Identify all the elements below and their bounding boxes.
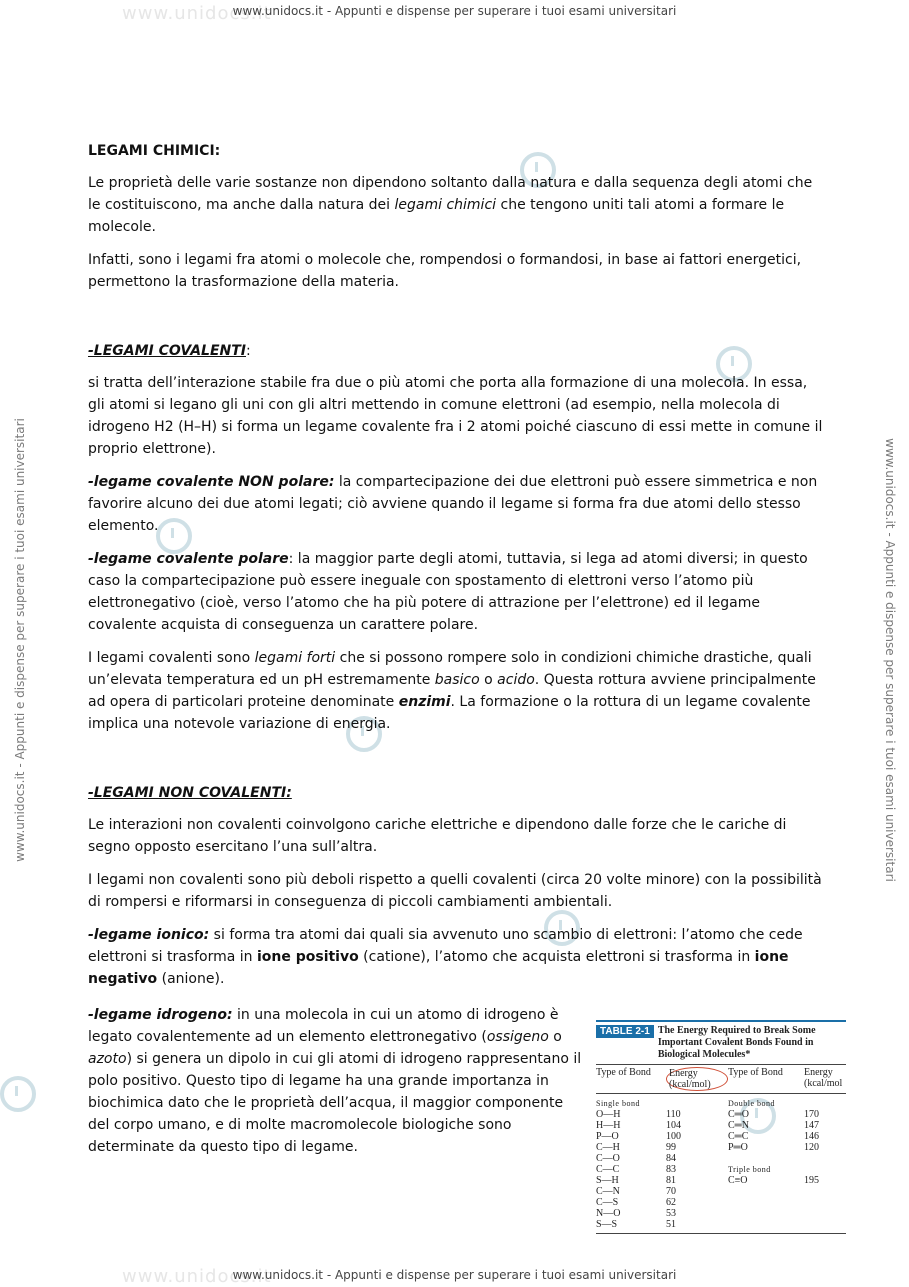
table-tag: TABLE 2-1 bbox=[596, 1025, 654, 1038]
table-cell bbox=[804, 1197, 846, 1208]
paragraph: Le interazioni non covalenti coinvolgono cariche elettriche e dipendono dalle forze che le cariche di segno opposto esercitano l’una sull’altra. bbox=[88, 817, 787, 855]
table-cell bbox=[666, 1098, 728, 1109]
table-cell bbox=[728, 1186, 804, 1197]
table-cell bbox=[804, 1208, 846, 1219]
paragraph: -legame ionico: si forma tra atomi dai quali sia avvenuto uno scambio di elettroni: l’atomo che cede elettroni si trasforma in ione positivo (catione), l’atomo che acquista elettroni si trasforma in ione negativo (anione). bbox=[88, 927, 803, 987]
col-header-energy: Energy (kcal/mol) bbox=[666, 1067, 728, 1091]
table-cell-energy: 120 bbox=[804, 1142, 819, 1153]
side-watermark-left: www.unidocs.it - Appunti e dispense per superare i tuoi esami universitari bbox=[13, 418, 27, 862]
table-cell-energy: 62 bbox=[666, 1197, 676, 1208]
table-cell-bond: C—H bbox=[596, 1142, 620, 1153]
table-cell bbox=[804, 1153, 846, 1164]
table-cell-energy: 146 bbox=[804, 1131, 819, 1142]
table-cell bbox=[728, 1219, 804, 1230]
table-cell-energy: 84 bbox=[666, 1153, 676, 1164]
unidocs-logo-icon bbox=[0, 1076, 36, 1112]
paragraph: I legami non covalenti sono più deboli rispetto a quelli covalenti (circa 20 volte minore) con la possibilità di rompersi e riformarsi in conseguenza di piccoli cambiamenti ambientali. bbox=[88, 872, 822, 910]
paragraph: -legame idrogeno: in una molecola in cui un atomo di idrogeno è legato covalentemente ad un elemento elettronegativo (ossigeno o azoto) si genera un dipolo in cui gli atomi di idrogeno rappresentano il polo positivo. Questo tipo di legame ha una grande importanza in biochimica dato che le proprietà dell’acqua, il maggior componente del corpo umano, e di molte macromolecole biologiche sono determinate da questo tipo di legame. bbox=[88, 1007, 582, 1155]
section-title-legami-chimici: LEGAMI CHIMICI: bbox=[88, 143, 221, 159]
document-body bbox=[88, 140, 826, 1001]
table-cell-energy: 51 bbox=[666, 1219, 676, 1230]
table-cell-energy: 170 bbox=[804, 1109, 819, 1120]
page-header[interactable]: www.unidocs.it - Appunti e dispense per superare i tuoi esami universitari bbox=[232, 4, 677, 18]
col-header-bond-type: Type of Bond bbox=[596, 1067, 651, 1078]
table-cell-energy: 81 bbox=[666, 1175, 676, 1186]
table-cell-bond: C═O bbox=[728, 1109, 749, 1120]
table-cell-bond: P—O bbox=[596, 1131, 619, 1142]
table-cell-bond: O—H bbox=[596, 1109, 621, 1120]
table-cell-energy: 110 bbox=[666, 1109, 681, 1120]
table-cell-bond: C—S bbox=[596, 1197, 619, 1208]
table-cell-bond: C—N bbox=[596, 1186, 620, 1197]
paragraph: Le proprietà delle varie sostanze non dipendono soltanto dalla natura e dalla sequenza degli atomi che le costituiscono, ma anche dalla natura dei legami chimici che tengono uniti tali atomi a formare le molecole. bbox=[88, 175, 813, 235]
table-cell bbox=[804, 1164, 846, 1175]
table-cell-bond: N—O bbox=[596, 1208, 621, 1219]
page-footer[interactable]: www.unidocs.it - Appunti e dispense per superare i tuoi esami universitari bbox=[232, 1268, 677, 1282]
section-title-legami-non-covalenti: -LEGAMI NON COVALENTI: bbox=[88, 785, 292, 801]
table-body bbox=[596, 1094, 846, 1234]
table-cell bbox=[728, 1153, 804, 1164]
table-cell-energy: 53 bbox=[666, 1208, 676, 1219]
table-cell-energy: 104 bbox=[666, 1120, 681, 1131]
table-cell-bond: C═C bbox=[728, 1131, 749, 1142]
table-cell bbox=[728, 1197, 804, 1208]
table-group-label: Double bond bbox=[728, 1099, 776, 1108]
table-title-row bbox=[596, 1020, 846, 1061]
paragraph: si tratta dell’interazione stabile fra due o più atomi che porta alla formazione di una molecola. In essa, gli atomi si legano gli uni con gli altri mettendo in comune elettroni (ad esempio, nella molecola di idrogeno H2 (H–H) si forma un legame covalente fra i 2 atomi poiché ciascuno di essi mette in comune il proprio elettrone). bbox=[88, 375, 823, 457]
table-cell-energy: 147 bbox=[804, 1120, 819, 1131]
table-title: The Energy Required to Break Some Important Covalent Bonds Found in Biological Molecules* bbox=[657, 1025, 816, 1060]
bg-watermark-top: www.unidocs.it bbox=[122, 3, 272, 24]
hydrogen-bond-paragraph bbox=[88, 1004, 583, 1158]
table-cell-energy: 195 bbox=[804, 1175, 819, 1186]
table-cell-bond: S—H bbox=[596, 1175, 619, 1186]
table-cell-energy: 100 bbox=[666, 1131, 681, 1142]
table-cell bbox=[804, 1098, 846, 1109]
paragraph: -legame covalente polare: la maggior parte degli atomi, tuttavia, si lega ad atomi diversi; in questo caso la compartecipazione può essere ineguale con spostamento di elettroni verso l’atomo più elettronegativo (cioè, verso l’atomo che ha più potere di attrazione per l’elettrone) ed il legame covalente acquista di conseguenza un carattere polare. bbox=[88, 551, 808, 633]
bond-energy-table bbox=[596, 1020, 846, 1234]
table-cell bbox=[728, 1208, 804, 1219]
table-cell-bond: H—H bbox=[596, 1120, 621, 1131]
table-cell-energy: 70 bbox=[666, 1186, 676, 1197]
section-title-legami-covalenti: -LEGAMI COVALENTI: bbox=[88, 343, 251, 359]
paragraph: -legame covalente NON polare: la compartecipazione dei due elettroni può essere simmetrica e non favorire alcuno dei due atomi legati; ciò avviene quando il legame si forma fra due atomi dello stesso elemento. bbox=[88, 474, 818, 534]
side-watermark-right: www.unidocs.it - Appunti e dispense per superare i tuoi esami universitari bbox=[883, 438, 897, 882]
col-header-energy-2: Energy (kcal/mol bbox=[804, 1067, 843, 1089]
table-cell bbox=[804, 1186, 846, 1197]
table-cell-bond: P═O bbox=[728, 1142, 748, 1153]
table-cell-energy: 99 bbox=[666, 1142, 676, 1153]
paragraph: I legami covalenti sono legami forti che si possono rompere solo in condizioni chimiche drastiche, quali un’elevata temperatura ed un pH estremamente basico o acido. Questa rottura avviene principalmente ad opera di particolari proteine denominate enzimi. La formazione o la rottura di un legame covalente implica una notevole variazione di energia. bbox=[88, 650, 816, 732]
table-cell-energy: 83 bbox=[666, 1164, 676, 1175]
col-header-bond-type-2: Type of Bond bbox=[728, 1067, 783, 1078]
table-cell-bond: C—C bbox=[596, 1164, 620, 1175]
table-group-label: Triple bond bbox=[728, 1165, 771, 1174]
bg-watermark-bottom: www.unidocs.it bbox=[122, 1266, 272, 1287]
table-header bbox=[596, 1064, 846, 1094]
paragraph: Infatti, sono i legami fra atomi o molecole che, rompendosi o formandosi, in base ai fattori energetici, permettono la trasformazione della materia. bbox=[88, 252, 802, 290]
table-cell-bond: C═N bbox=[728, 1120, 749, 1131]
table-cell-bond: C≡O bbox=[728, 1175, 748, 1186]
table-cell-bond: C—O bbox=[596, 1153, 620, 1164]
table-cell bbox=[804, 1219, 846, 1230]
table-cell-bond: S—S bbox=[596, 1219, 618, 1230]
table-group-label: Single bond bbox=[596, 1099, 640, 1108]
